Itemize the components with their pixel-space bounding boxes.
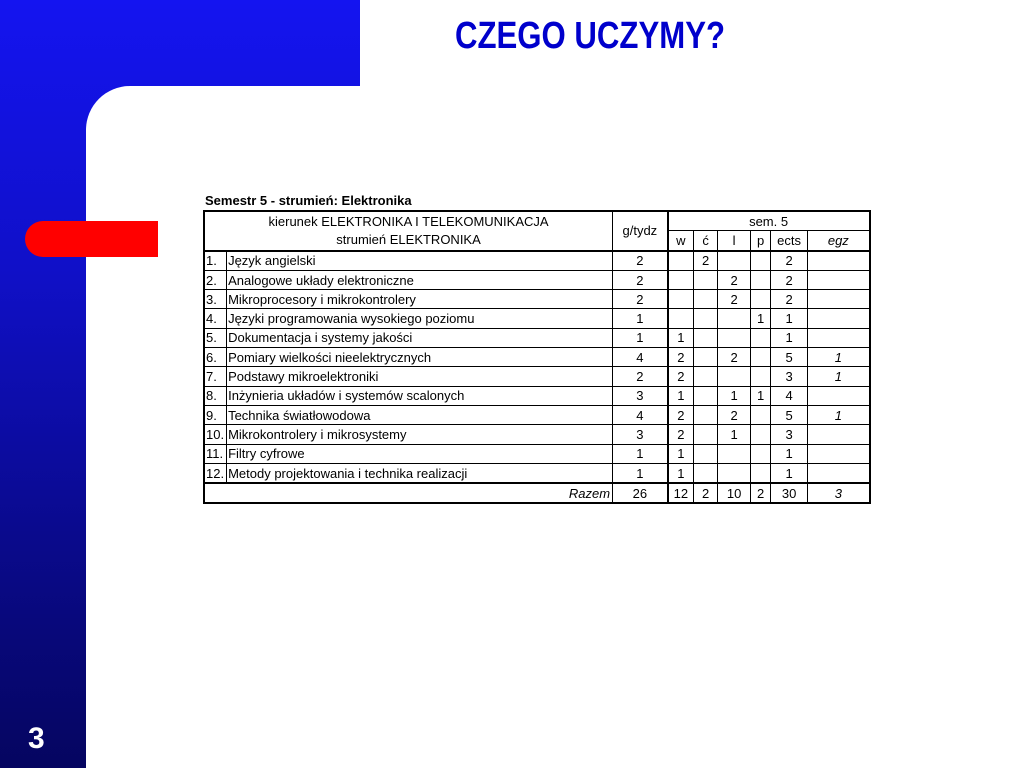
row-w: 1 bbox=[668, 328, 694, 347]
table-row bbox=[204, 328, 870, 347]
row-ects: 1 bbox=[771, 463, 808, 483]
row-name: Mikroprocesory i mikrokontrolery bbox=[227, 290, 613, 309]
slide-title: CZEGO UCZYMY? bbox=[454, 15, 726, 57]
row-c bbox=[694, 444, 718, 463]
row-name: Pomiary wielkości nieelektrycznych bbox=[227, 348, 613, 367]
table-row bbox=[204, 309, 870, 328]
row-egz bbox=[808, 290, 870, 309]
row-ects: 5 bbox=[771, 348, 808, 367]
table-row bbox=[204, 290, 870, 309]
row-ects: 5 bbox=[771, 405, 808, 424]
row-c bbox=[694, 348, 718, 367]
row-w bbox=[668, 251, 694, 271]
row-p bbox=[751, 251, 771, 271]
row-num: 11. bbox=[204, 444, 227, 463]
program-header bbox=[204, 211, 613, 251]
row-l bbox=[718, 309, 751, 328]
row-egz bbox=[808, 270, 870, 289]
row-hours: 1 bbox=[613, 463, 668, 483]
row-ects: 2 bbox=[771, 270, 808, 289]
col-header-c: ć bbox=[694, 231, 718, 251]
row-p bbox=[751, 348, 771, 367]
row-name: Technika światłowodowa bbox=[227, 405, 613, 424]
table-row bbox=[204, 270, 870, 289]
row-c bbox=[694, 270, 718, 289]
row-l: 1 bbox=[718, 425, 751, 444]
row-w: 2 bbox=[668, 367, 694, 386]
semester-header: sem. 5 bbox=[668, 211, 870, 231]
row-hours: 1 bbox=[613, 309, 668, 328]
row-w: 2 bbox=[668, 425, 694, 444]
row-p bbox=[751, 270, 771, 289]
row-c bbox=[694, 328, 718, 347]
row-ects: 1 bbox=[771, 309, 808, 328]
table-row bbox=[204, 444, 870, 463]
table-row bbox=[204, 367, 870, 386]
total-p: 2 bbox=[751, 483, 771, 503]
row-c: 2 bbox=[694, 251, 718, 271]
row-p bbox=[751, 425, 771, 444]
row-l bbox=[718, 463, 751, 483]
row-egz bbox=[808, 386, 870, 405]
table-row bbox=[204, 425, 870, 444]
row-egz bbox=[808, 444, 870, 463]
row-w: 1 bbox=[668, 444, 694, 463]
red-accent-bar bbox=[25, 221, 158, 257]
row-name: Inżynieria układów i systemów scalonych bbox=[227, 386, 613, 405]
row-num: 4. bbox=[204, 309, 227, 328]
row-w bbox=[668, 290, 694, 309]
total-row bbox=[204, 483, 870, 503]
row-c bbox=[694, 463, 718, 483]
row-ects: 4 bbox=[771, 386, 808, 405]
row-p bbox=[751, 405, 771, 424]
row-name: Język angielski bbox=[227, 251, 613, 271]
row-egz bbox=[808, 425, 870, 444]
row-hours: 2 bbox=[613, 251, 668, 271]
row-l bbox=[718, 328, 751, 347]
row-egz bbox=[808, 251, 870, 271]
row-w: 2 bbox=[668, 405, 694, 424]
col-header-egz: egz bbox=[808, 231, 870, 251]
row-num: 9. bbox=[204, 405, 227, 424]
page-number: 3 bbox=[28, 722, 45, 755]
row-c bbox=[694, 405, 718, 424]
row-c bbox=[694, 309, 718, 328]
total-ects: 30 bbox=[771, 483, 808, 503]
row-name: Analogowe układy elektroniczne bbox=[227, 270, 613, 289]
row-l: 2 bbox=[718, 290, 751, 309]
row-l: 2 bbox=[718, 348, 751, 367]
row-hours: 1 bbox=[613, 328, 668, 347]
row-ects: 1 bbox=[771, 444, 808, 463]
row-c bbox=[694, 367, 718, 386]
row-hours: 2 bbox=[613, 290, 668, 309]
row-p bbox=[751, 444, 771, 463]
row-egz bbox=[808, 309, 870, 328]
row-l bbox=[718, 444, 751, 463]
header-row-1 bbox=[204, 211, 870, 231]
total-label: Razem bbox=[204, 483, 613, 503]
row-hours: 2 bbox=[613, 270, 668, 289]
row-w bbox=[668, 309, 694, 328]
row-p: 1 bbox=[751, 386, 771, 405]
row-name: Podstawy mikroelektroniki bbox=[227, 367, 613, 386]
row-num: 10. bbox=[204, 425, 227, 444]
row-ects: 3 bbox=[771, 425, 808, 444]
row-name: Filtry cyfrowe bbox=[227, 444, 613, 463]
row-ects: 2 bbox=[771, 251, 808, 271]
row-l: 2 bbox=[718, 270, 751, 289]
row-egz: 1 bbox=[808, 348, 870, 367]
col-header-l: l bbox=[718, 231, 751, 251]
col-header-w: w bbox=[668, 231, 694, 251]
row-name: Języki programowania wysokiego poziomu bbox=[227, 309, 613, 328]
course-table bbox=[203, 210, 871, 504]
table-row bbox=[204, 386, 870, 405]
row-name: Mikrokontrolery i mikrosystemy bbox=[227, 425, 613, 444]
row-num: 7. bbox=[204, 367, 227, 386]
col-header-p: p bbox=[751, 231, 771, 251]
row-l bbox=[718, 251, 751, 271]
program-line-2: strumień ELEKTRONIKA bbox=[336, 231, 481, 247]
row-w bbox=[668, 270, 694, 289]
table-caption: Semestr 5 - strumień: Elektronika bbox=[205, 193, 412, 208]
row-hours: 4 bbox=[613, 405, 668, 424]
row-hours: 1 bbox=[613, 444, 668, 463]
row-w: 1 bbox=[668, 386, 694, 405]
row-num: 6. bbox=[204, 348, 227, 367]
total-egz: 3 bbox=[808, 483, 870, 503]
row-name: Metody projektowania i technika realizacji bbox=[227, 463, 613, 483]
row-num: 2. bbox=[204, 270, 227, 289]
row-c bbox=[694, 290, 718, 309]
row-p bbox=[751, 367, 771, 386]
row-hours: 3 bbox=[613, 425, 668, 444]
row-num: 8. bbox=[204, 386, 227, 405]
row-p: 1 bbox=[751, 309, 771, 328]
row-w: 2 bbox=[668, 348, 694, 367]
total-c: 2 bbox=[694, 483, 718, 503]
row-p bbox=[751, 290, 771, 309]
row-l: 2 bbox=[718, 405, 751, 424]
row-p bbox=[751, 328, 771, 347]
row-ects: 1 bbox=[771, 328, 808, 347]
row-hours: 4 bbox=[613, 348, 668, 367]
row-egz: 1 bbox=[808, 405, 870, 424]
row-egz bbox=[808, 463, 870, 483]
row-num: 12. bbox=[204, 463, 227, 483]
row-ects: 3 bbox=[771, 367, 808, 386]
row-num: 3. bbox=[204, 290, 227, 309]
row-num: 1. bbox=[204, 251, 227, 271]
program-line-1: kierunek ELEKTRONIKA I TELEKOMUNIKACJA bbox=[268, 213, 549, 229]
row-p bbox=[751, 463, 771, 483]
total-hours: 26 bbox=[613, 483, 668, 503]
row-l: 1 bbox=[718, 386, 751, 405]
total-w: 12 bbox=[668, 483, 694, 503]
row-c bbox=[694, 386, 718, 405]
table-row bbox=[204, 348, 870, 367]
hours-header: g/tydz bbox=[613, 211, 668, 251]
row-num: 5. bbox=[204, 328, 227, 347]
row-c bbox=[694, 425, 718, 444]
total-l: 10 bbox=[718, 483, 751, 503]
row-egz bbox=[808, 328, 870, 347]
table-row bbox=[204, 251, 870, 271]
row-hours: 2 bbox=[613, 367, 668, 386]
row-hours: 3 bbox=[613, 386, 668, 405]
col-header-ects: ects bbox=[771, 231, 808, 251]
table-row bbox=[204, 463, 870, 483]
row-egz: 1 bbox=[808, 367, 870, 386]
table-row bbox=[204, 405, 870, 424]
row-l bbox=[718, 367, 751, 386]
row-ects: 2 bbox=[771, 290, 808, 309]
row-w: 1 bbox=[668, 463, 694, 483]
row-name: Dokumentacja i systemy jakości bbox=[227, 328, 613, 347]
